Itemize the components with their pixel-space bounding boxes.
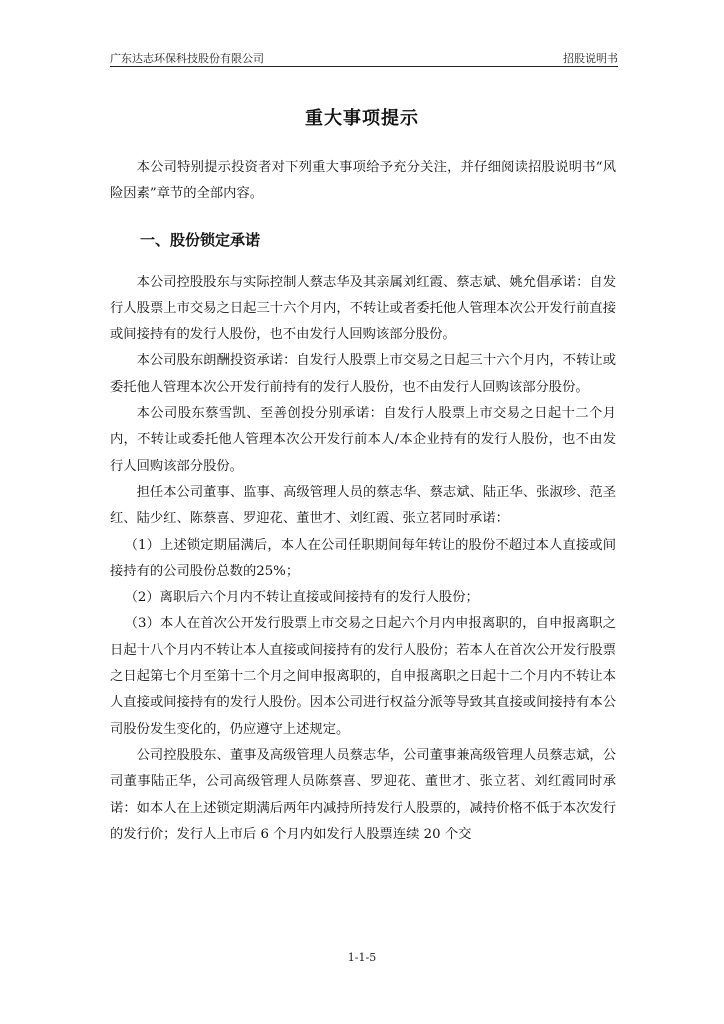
intro-paragraph: 本公司特别提示投资者对下列重大事项给予充分关注，并仔细阅读招股说明书“风险因素”章节的全部内容。 [110, 160, 616, 202]
body-paragraph: 本公司控股股东与实际控制人蔡志华及其亲属刘红霞、蔡志斌、姚允倡承诺：自发行人股票上市交易之日起三十六个月内，不转让或者委托他人管理本次公开发行前直接或间接持有的发行人股份，也不由发行人回购该部分股份。 [110, 274, 616, 343]
list-item: （1）上述锁定期届满后，本人在公司任职期间每年转让的股份不超过本人直接或间接持有的公司股份总数的25%； [110, 537, 616, 579]
list-item: （2）离职后六个月内不转让直接或间接持有的发行人股份； [124, 590, 479, 606]
header-company-name: 广东达志环保科技股份有限公司 [110, 52, 264, 65]
body-paragraph: 本公司股东蔡雪凯、至善创投分别承诺：自发行人股票上市交易之日起十二个月内，不转让或委托他人管理本次公开发行前本人/本企业持有的发行人股份，也不由发行人回购该部分股份。 [110, 406, 616, 474]
list-item: （3）本人在首次公开发行股票上市交易之日起六个月内申报离职的，自申报离职之日起十八个月内不转让本人直接或间接持有的发行人股份；若本人在首次公开发行股票之日起第七个月至第十二个月之间申报离职的，自申报离职之日起十二个月内不转让本人直接或间接持有的发行人股份。因本公司进行权益分派等导致其直接或间接持有本公司股份发生变化的，仍应遵守上述规定。 [110, 616, 616, 737]
body-paragraph: 公司控股股东、董事及高级管理人员蔡志华，公司董事兼高级管理人员蔡志斌，公司董事陆正华，公司高级管理人员陈蔡喜、罗迎花、董世才、张立茗、刘红霞同时承诺：如本人在上述锁定期满后两年内减持所持发行人股票的，减持价格不低于本次发行的发行价；发行人上市后 6 个月内如发行人股票连续 20 个交 [110, 747, 616, 842]
body-paragraph: 本公司股东朗酬投资承诺：自发行人股票上市交易之日起三十六个月内，不转让或委托他人管理本次公开发行前持有的发行人股份，也不由发行人回购该部分股份。 [110, 353, 616, 395]
document-body [110, 155, 616, 848]
page-title: 重大事项提示 [305, 108, 419, 129]
section-heading: 一、股份锁定承诺 [140, 230, 261, 249]
page-header [110, 48, 618, 67]
header-document-type: 招股说明书 [563, 52, 618, 65]
body-paragraph: 担任本公司董事、监事、高级管理人员的蔡志华、蔡志斌、陆正华、张淑珍、范圣红、陆少红、陈蔡喜、罗迎花、董世才、刘红霞、张立茗同时承诺： [110, 484, 616, 527]
page-number: 1-1-5 [347, 951, 377, 964]
